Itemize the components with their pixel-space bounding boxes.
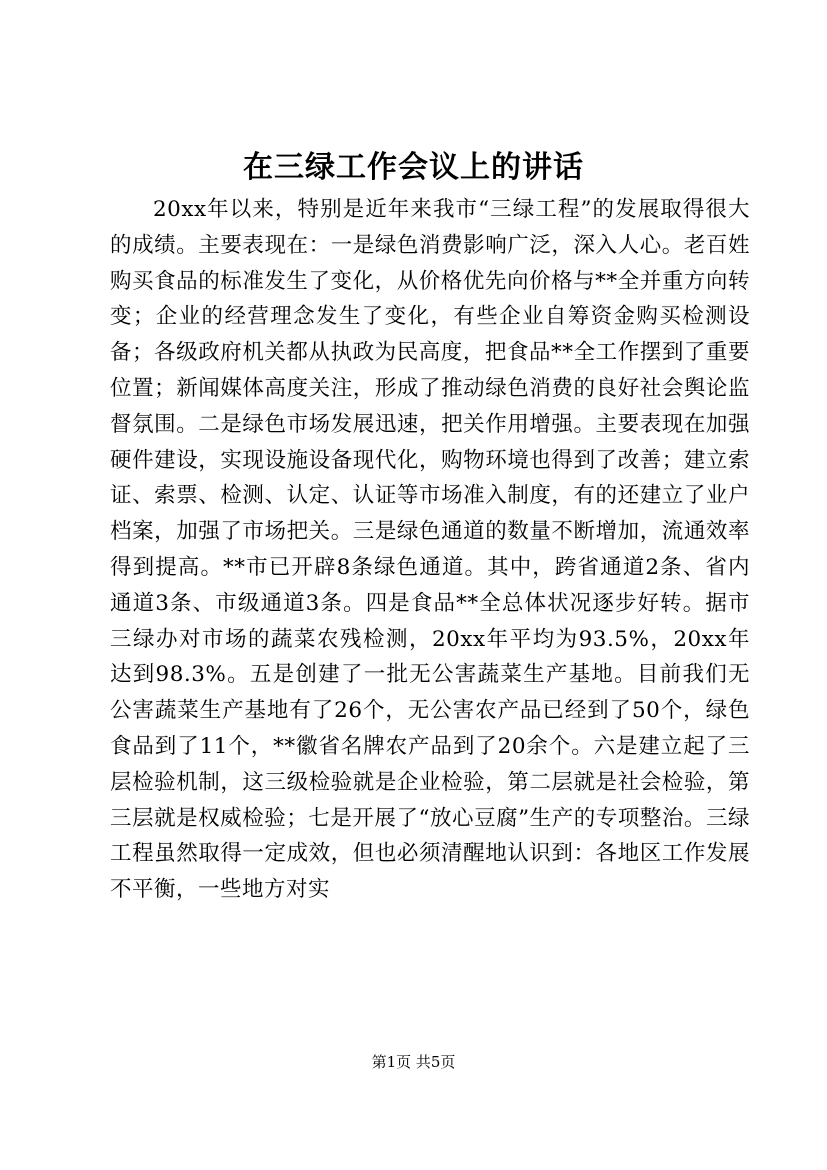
page-number-footer: 第1页 共5页	[371, 1053, 456, 1071]
document-title: 在三绿工作会议上的讲话	[243, 150, 584, 185]
body-paragraph: 20xx年以来，特别是近年来我市“三绿工程”的发展取得很大的成绩。主要表现在：一是绿色消费影响广泛，深入人心。老百姓购买食品的标准发生了变化，从价格优先向价格与**全并重方向转变；企业的经营理念发生了变化，有些企业自筹资金购买检测设备；各级政府机关都从执政为民高度，把食品**全工作摆到了重要位置；新闻媒体高度关注，形成了推动绿色消费的良好社会舆论监督氛围。二是绿色市场发展迅速，把关作用增强。主要表现在加强硬件建设，实现设施设备现代化，购物环境也得到了改善；建立索证、索票、检测、认定、认证等市场准入制度，有的还建立了业户档案，加强了市场把关。三是绿色通道的数量不断增加，流通效率得到提高。**市已开辟8条绿色通道。其中，跨省通道2条、省内通道3条、市级通道3条。四是食品**全总体状况逐步好转。据市三绿办对市场的蔬菜农残检测，20xx年平均为93.5%，20xx年达到98.3%。五是创建了一批无公害蔬菜生产基地。目前我们无公害蔬菜生产基地有了26个，无公害农产品已经到了50个，绿色食品到了11个，**徽省名牌农产品到了20余个。六是建立起了三层检验机制，这三级检验就是企业检验，第二层就是社会检验，第三层就是权威检验；七是开展了“放心豆腐”生产的专项整治。三绿工程虽然取得一定成效，但也必须清醒地认识到：各地区工作发展不平衡，一些地方对实	[110, 197, 750, 903]
